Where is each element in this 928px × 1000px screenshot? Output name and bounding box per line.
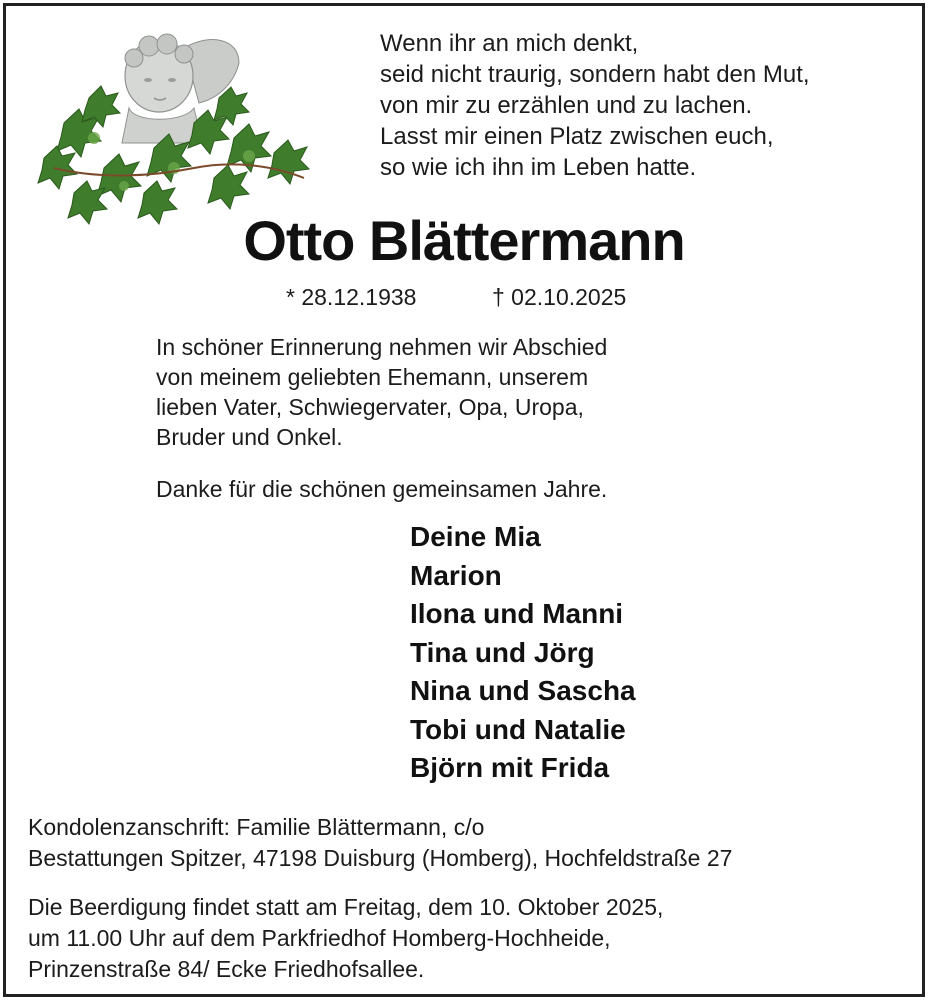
- family-member: Tina und Jörg: [410, 636, 595, 668]
- funeral-line: Prinzenstraße 84/ Ecke Friedhofsallee.: [28, 956, 425, 982]
- thanks-line: Danke für die schönen gemeinsamen Jahre.: [156, 476, 608, 502]
- funeral-info: [28, 892, 663, 985]
- family-list: [410, 518, 636, 788]
- birth-date: * 28.12.1938: [286, 284, 417, 310]
- message-line: lieben Vater, Schwiegervater, Opa, Uropa,: [156, 394, 584, 420]
- deceased-name: Otto Blättermann: [243, 209, 685, 272]
- address-line: Bestattungen Spitzer, 47198 Duisburg (Homberg), Hochfeldstraße 27: [28, 845, 733, 871]
- poem-line: Wenn ihr an mich denkt,: [380, 30, 639, 57]
- poem-line: Lasst mir einen Platz zwischen euch,: [380, 123, 774, 150]
- message-line: In schöner Erinnerung nehmen wir Abschied: [156, 334, 608, 360]
- poem-line: seid nicht traurig, sondern habt den Mut,: [380, 61, 810, 88]
- family-member: Ilona und Manni: [410, 598, 624, 629]
- angel-with-ivy-icon: [34, 28, 324, 228]
- family-member: Marion: [410, 559, 502, 591]
- funeral-line: um 11.00 Uhr auf dem Parkfriedhof Homberg-Hochheide,: [28, 925, 611, 951]
- family-member: Nina und Sascha: [410, 675, 636, 706]
- condolence-address: [28, 812, 732, 874]
- poem: [380, 28, 810, 183]
- death-date: † 02.10.2025: [492, 284, 627, 310]
- family-member: Deine Mia: [410, 521, 541, 552]
- funeral-line: Die Beerdigung findet statt am Freitag, dem 10. Oktober 2025,: [28, 894, 664, 920]
- family-member: Björn mit Frida: [410, 752, 610, 783]
- poem-line: von mir zu erzählen und zu lachen.: [380, 92, 753, 119]
- address-line: Kondolenzanschrift: Familie Blättermann, c/o: [28, 814, 485, 840]
- message-line: von meinem geliebten Ehemann, unserem: [156, 364, 589, 390]
- farewell-message: [156, 332, 607, 452]
- family-member: Tobi und Natalie: [410, 713, 626, 745]
- poem-line: so wie ich ihn im Leben hatte.: [380, 154, 697, 181]
- message-line: Bruder und Onkel.: [156, 424, 343, 450]
